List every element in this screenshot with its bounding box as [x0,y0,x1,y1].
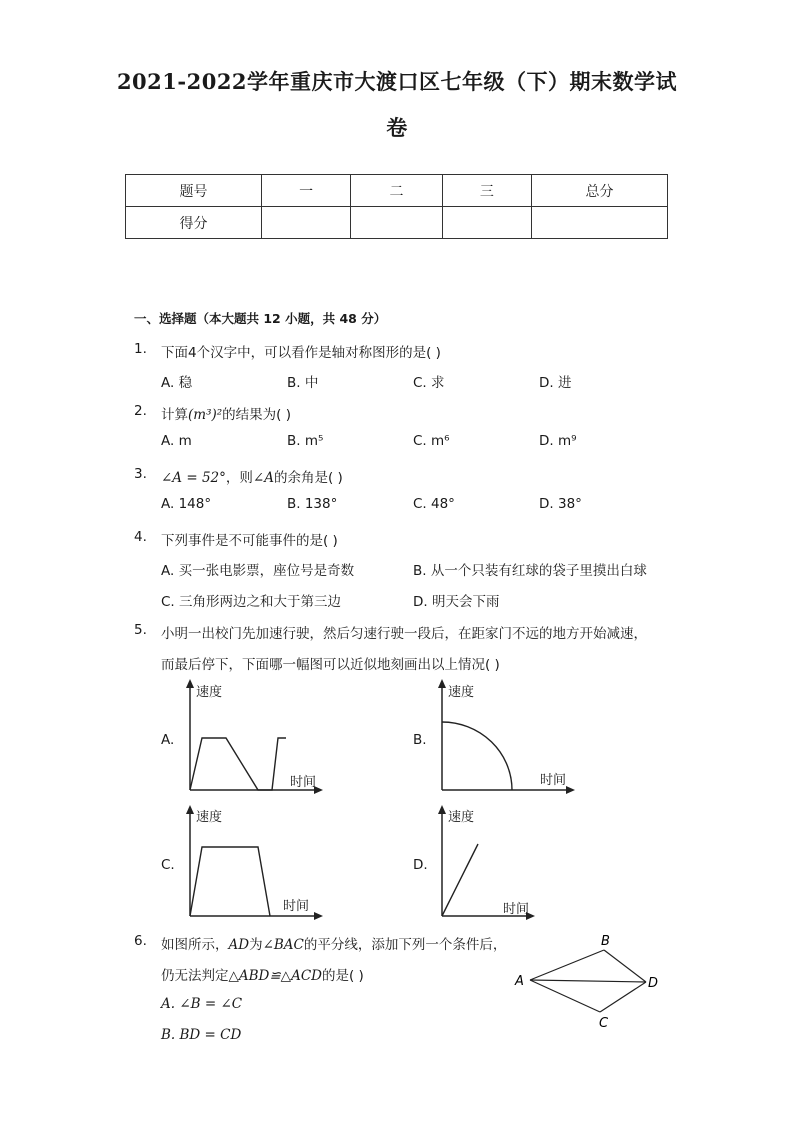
option-b[interactable]: B. m⁵ [287,433,324,449]
score-row-label: 得分 [126,207,262,239]
graph-option-d-label[interactable]: D. [413,857,428,873]
graph-a-ylabel: 速度 [196,685,223,700]
y-axis-arrow [438,805,446,814]
vertex-label-b: B [601,934,610,949]
graph-a-xlabel: 时间 [290,775,317,790]
section-heading: 一、选择题（本大题共 12 小题，共 48 分） [134,311,387,326]
graph-d-ylabel: 速度 [448,810,475,825]
x-axis-arrow [566,786,575,794]
option-b-text: B. BD = CD [161,1027,242,1043]
math-expression: ∠BAC [262,937,304,953]
graph-c-ylabel: 速度 [196,810,223,825]
segment-ad [530,980,646,982]
text-segment: 的余角是( ) [273,470,343,486]
score-cell[interactable] [442,207,531,239]
question-number: 4. [134,529,147,545]
score-cell[interactable] [532,207,668,239]
graph-d-xlabel: 时间 [503,902,530,917]
segment-bd [604,950,646,982]
vertex-label-d: D [648,976,659,991]
y-axis-arrow [438,679,446,688]
question-text [161,403,291,423]
option-d[interactable]: D. 进 [539,375,572,391]
score-header-cell: 总分 [532,175,668,207]
option-a[interactable] [161,996,242,1012]
speed-curve [190,847,270,916]
option-b[interactable] [161,1027,241,1043]
graph-option-a-label[interactable]: A. [161,732,175,748]
question-number: 6. [134,933,147,949]
graph-b-ylabel: 速度 [448,685,475,700]
option-c[interactable]: C. 48° [413,496,455,512]
score-cell[interactable] [261,207,350,239]
graph-option-c-label[interactable]: C. [161,857,175,873]
vertex-label-a: A [515,974,524,989]
score-header-cell: 题号 [126,175,262,207]
vertex-label-c: C [599,1016,609,1030]
question-text-line2 [161,964,364,984]
speed-curve [190,738,286,790]
math-expression: ∠A [252,470,274,486]
text-segment: 为 [249,937,263,953]
y-axis-arrow [186,679,194,688]
graph-c-xlabel: 时间 [283,899,310,914]
math-expression: △ABD≌△ACD [228,968,322,984]
math-expression: (m³)² [188,407,223,423]
score-table-header-row [126,175,668,207]
score-header-cell: 二 [351,175,442,207]
q6-geometry-figure [512,930,668,1030]
option-a-text: A. ∠B = ∠C [161,996,243,1012]
question-number: 1. [134,341,147,357]
question-text-line2: 而最后停下，下面哪一幅图可以近似地刻画出以上情况( ) [161,657,500,673]
score-table-score-row [126,207,668,239]
question-text: 下列事件是不可能事件的是( ) [161,533,338,549]
speed-curve [442,722,512,790]
option-b[interactable]: B. 从一个只装有红球的袋子里摸出白球 [413,563,647,579]
graph-option-b-label[interactable]: B. [413,732,427,748]
segment-ac [530,980,600,1012]
text-segment: 的平分线，添加下列一个条件后， [303,937,507,953]
question-text [161,466,343,486]
question-number: 2. [134,403,147,419]
segment-ab [530,950,604,980]
graph-b-xlabel: 时间 [540,773,567,788]
score-cell[interactable] [351,207,442,239]
segment-cd [600,982,646,1012]
text-segment: 仍无法判定 [161,968,229,984]
option-c[interactable]: C. 三角形两边之和大于第三边 [161,594,342,610]
question-text-line1: 小明一出校门先加速行驶，然后匀速行驶一段后，在距家门不远的地方开始减速， [161,626,647,642]
option-b[interactable]: B. 138° [287,496,338,512]
option-a[interactable]: A. 148° [161,496,212,512]
exam-title-line2: 卷 [386,115,408,140]
math-expression: AD [228,937,250,953]
option-a[interactable]: A. 稳 [161,375,193,391]
question-text: 下面4个汉字中，可以看作是轴对称图形的是( ) [161,345,441,361]
text-segment: 计算 [161,407,188,423]
text-segment: 的结果为( ) [222,407,291,423]
score-table [125,174,668,239]
text-segment: 的是( ) [321,968,364,984]
option-d[interactable]: D. 明天会下雨 [413,594,500,610]
y-axis-arrow [186,805,194,814]
option-a[interactable]: A. m [161,433,192,449]
math-expression: ∠A = 52° [161,470,226,486]
speed-curve [442,844,478,916]
question-text-line1 [161,933,506,953]
question-number: 5. [134,622,147,638]
score-header-cell: 一 [261,175,350,207]
option-c[interactable]: C. m⁶ [413,433,450,449]
score-header-cell: 三 [442,175,531,207]
option-d[interactable]: D. 38° [539,496,582,512]
option-a[interactable]: A. 买一张电影票，座位号是奇数 [161,563,355,579]
option-b[interactable]: B. 中 [287,375,319,391]
option-c[interactable]: C. 求 [413,375,445,391]
question-number: 3. [134,466,147,482]
text-segment: ，则 [225,470,253,486]
exam-title-line1: 2021-2022学年重庆市大渡口区七年级（下）期末数学试 [116,69,678,94]
option-d[interactable]: D. m⁹ [539,433,577,449]
x-axis-arrow [314,912,323,920]
text-segment: 如图所示， [161,937,229,953]
